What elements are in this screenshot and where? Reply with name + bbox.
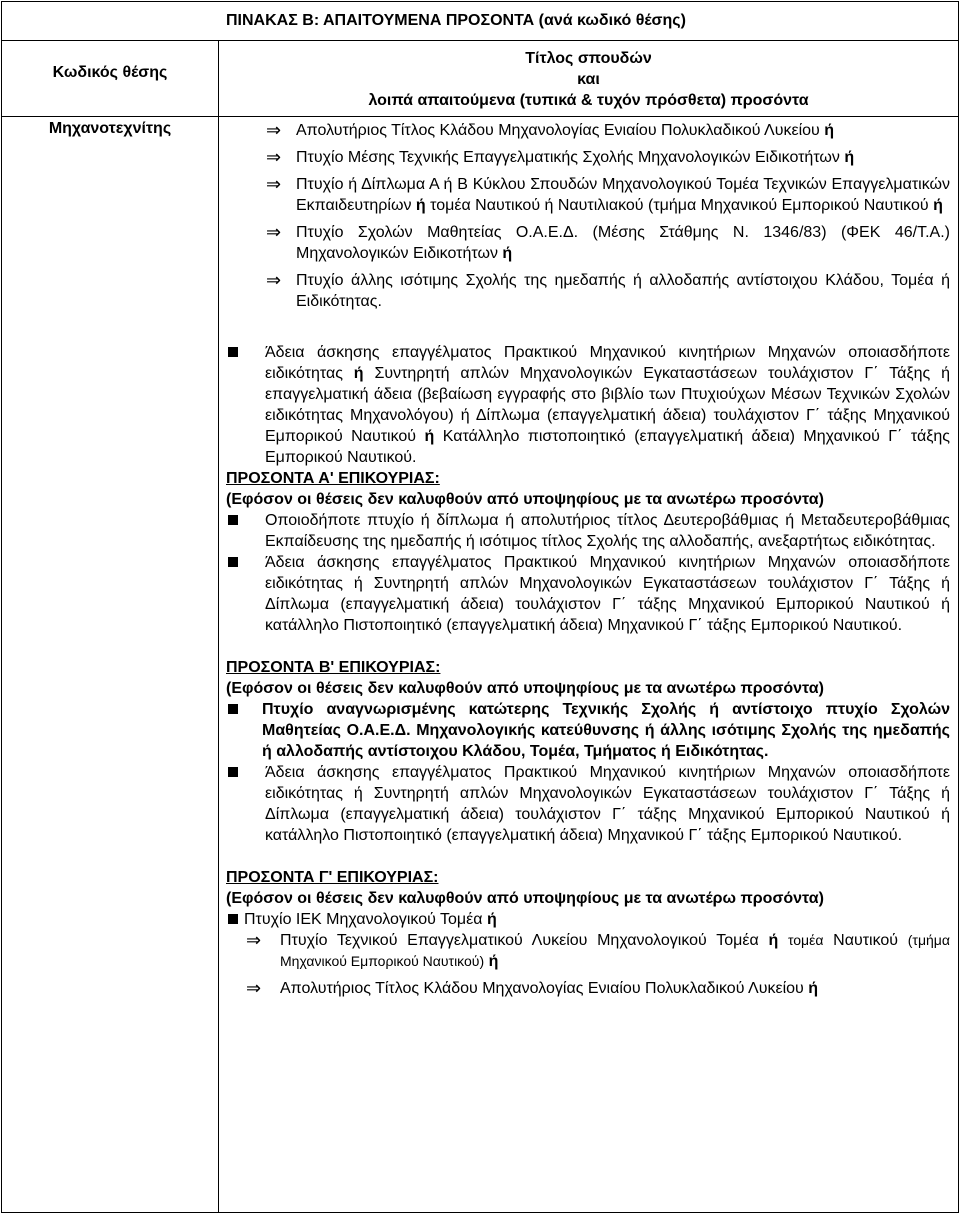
degree-text: Πτυχίο ή Δίπλωμα Α ή Β Κύκλου Σπουδών Μηχανολογικού Τομέα Τεχνικών Επαγγελματικών Εκπαιδευτηρίων — [296, 176, 950, 214]
section-c-subitem-text: Ναυτικού — [833, 932, 899, 949]
qualifications-table — [1, 1, 959, 1213]
header-line-2: και — [577, 71, 600, 88]
square-bullet-icon — [228, 347, 238, 357]
section-c-item — [226, 909, 950, 930]
square-bullet-icon — [228, 914, 238, 924]
license-text: Συντηρητή απλών Μηχανολογικών Εγκαταστάσεων τουλάχιστον Γ΄ Τάξης ή επαγγελματική άδεια (βεβαίωση εγγραφής στο βιβλίο των Πτυχιούχων Μέσων Τεχνικών Σχολών ειδικότητας Μηχανολόγου) ή Δίπλωμα (επαγγελματική άδεια) τουλάχιστον Γ΄ τάξης Μηχανικού Εμπορικού Ναυτικού — [265, 365, 950, 445]
qualifications-content — [226, 120, 950, 1005]
section-b-item-text: Άδεια άσκησης επαγγέλματος Πρακτικού Μηχανικού κινητήριων Μηχανών οποιασδήποτε ειδικότητας ή Συντηρητή απλών Μηχανολογικών Εγκαταστάσεων τουλάχιστον Γ΄ Τάξης ή Δίπλωμα (επαγγελματική άδεια) τουλάχιστον Γ΄ τάξης Μηχανικού Εμπορικού Ναυτικού ή κατάλληλο Πιστοποιητικό (επαγγελματική άδεια) Μηχανικού Γ΄ τάξης Εμπορικού Ναυτικού. — [265, 764, 950, 844]
double-arrow-icon: ⇒ — [246, 978, 262, 998]
header-job-code: Κωδικός θέσης — [52, 64, 168, 81]
degree-text: Πτυχίο Σχολών Μαθητείας Ο.Α.Ε.Δ. (Μέσης Στάθμης Ν. 1346/83) (ΦΕΚ 46/Τ.Α.) Μηχανολογικών Ειδικοτήτων — [296, 224, 950, 262]
section-b-subtitle: (Εφόσον οι θέσεις δεν καλυφθούν από υποψηφίους με τα ανωτέρω προσόντα) — [226, 680, 824, 697]
section-c-or: ή — [768, 932, 779, 949]
section-c-or: ή — [488, 953, 499, 970]
degree-or: ή — [933, 197, 943, 214]
double-arrow-icon: ⇒ — [266, 270, 282, 290]
license-text: Κατάλληλο πιστοποιητικό (επαγγελματική άδεια) Μηχανικού Γ΄ τάξης Εμπορικού Ναυτικού. — [265, 428, 951, 466]
section-b-item — [226, 699, 950, 762]
license-or: ή — [353, 365, 364, 382]
degree-or: ή — [415, 197, 426, 214]
degree-text: Πτυχίο άλλης ισότιμης Σχολής της ημεδαπής ή αλλοδαπής αντίστοιχου Κλάδου, Τομέα ή Ειδικότητας. — [296, 272, 950, 310]
degree-item — [226, 120, 950, 141]
degree-item — [226, 174, 950, 216]
degree-item — [226, 147, 950, 168]
section-c-title: ΠΡΟΣΟΝΤΑ Γ' ΕΠΙΚΟΥΡΙΑΣ: — [226, 869, 439, 886]
table-title-row — [2, 2, 958, 41]
section-c-subitem-text: (τμήμα Μηχανικού Εμπορικού Ναυτικού) — [280, 932, 950, 969]
section-c-item-text: Πτυχίο ΙΕΚ Μηχανολογικού Τομέα — [244, 911, 483, 928]
section-a-item — [226, 552, 950, 636]
license-item — [226, 342, 950, 468]
section-b-item — [226, 762, 950, 846]
degree-text: Πτυχίο Μέσης Τεχνικής Επαγγελματικής Σχολής Μηχανολογικών Ειδικοτήτων — [296, 149, 840, 166]
section-c-or: ή — [486, 911, 497, 928]
job-code: Μηχανοτεχνίτης — [48, 120, 172, 137]
double-arrow-icon: ⇒ — [266, 222, 282, 242]
degree-text: τομέα Ναυτικού ή Ναυτιλιακού (τμήμα Μηχανικού Εμπορικού Ναυτικού — [430, 197, 929, 214]
degree-or: ή — [844, 149, 855, 166]
header-line-1: Τίτλος σπουδών — [525, 50, 652, 67]
section-c-subtitle: (Εφόσον οι θέσεις δεν καλυφθούν από υποψηφίους με τα ανωτέρω προσόντα) — [226, 890, 824, 907]
section-a-item-text: Οποιοδήποτε πτυχίο ή δίπλωμα ή απολυτήριος τίτλος Δευτεροβάθμιας ή Μεταδευτεροβάθμιας Εκπαίδευσης της ημεδαπής ή ισότιμος τίτλος Σχολής της αλλοδαπής, ανεξαρτήτως ειδικότητας. — [265, 512, 950, 550]
section-b-title: ΠΡΟΣΟΝΤΑ Β' ΕΠΙΚΟΥΡΙΑΣ: — [226, 659, 441, 676]
column-divider — [218, 40, 219, 1212]
section-c-subitem-text: Απολυτήριος Τίτλος Κλάδου Μηχανολογίας Ενιαίου Πολυκλαδικού Λυκείου — [280, 980, 804, 997]
section-c-subitem-text: Πτυχίο Τεχνικού Επαγγελματικού Λυκείου Μηχανολογικού Τομέα — [280, 932, 759, 949]
section-c-subitem — [226, 978, 950, 999]
section-a-item — [226, 510, 950, 552]
section-a-item-text: Άδεια άσκησης επαγγέλματος Πρακτικού Μηχανικού κινητήριων Μηχανών οποιασδήποτε ειδικότητας ή Συντηρητή απλών Μηχανολογικών Εγκαταστάσεων τουλάχιστον Γ΄ Τάξης ή Δίπλωμα (επαγγελματική άδεια) τουλάχιστον Γ΄ τάξης Μηχανικού Εμπορικού Ναυτικού ή κατάλληλο Πιστοποιητικό (επαγγελματική άδεια) Μηχανικού Γ΄ τάξης Εμπορικού Ναυτικού. — [265, 554, 950, 634]
double-arrow-icon: ⇒ — [246, 930, 262, 950]
double-arrow-icon: ⇒ — [266, 120, 282, 140]
license-text: Άδεια άσκησης επαγγέλματος Πρακτικού Μηχανικού κινητήριων Μηχανών οποιασδήποτε ειδικότητας — [265, 344, 950, 382]
degree-item — [226, 222, 950, 264]
section-c-or: ή — [808, 980, 819, 997]
section-a-title: ΠΡΟΣΟΝΤΑ Α' ΕΠΙΚΟΥΡΙΑΣ: — [226, 470, 440, 487]
section-a-subtitle: (Εφόσον οι θέσεις δεν καλυφθούν από υποψηφίους με τα ανωτέρω προσόντα) — [226, 491, 824, 508]
section-b-item-text: Πτυχίο αναγνωρισμένης κατώτερης Τεχνικής Σχολής ή αντίστοιχο πτυχίο Σχολών Μαθητείας Ο.Α.Ε.Δ. Μηχανολογικής κατεύθυνσης ή άλλης ισότιμης Σχολής της ημεδαπής ή αλλοδαπής αντίστοιχου Κλάδου, Τομέα, Τμήματος ή Ειδικότητας. — [262, 701, 950, 760]
double-arrow-icon: ⇒ — [266, 174, 282, 194]
square-bullet-icon — [228, 557, 238, 567]
section-c-subitem — [226, 930, 950, 972]
degree-or: ή — [824, 122, 835, 139]
degree-or: ή — [502, 245, 513, 262]
degree-text: Απολυτήριος Τίτλος Κλάδου Μηχανολογίας Ενιαίου Πολυκλαδικού Λυκείου — [296, 122, 820, 139]
section-c-subitem-text: τομέα — [787, 932, 824, 948]
square-bullet-icon — [228, 767, 238, 777]
header-line-3: λοιπά απαιτούμενα (τυπικά & τυχόν πρόσθετα) προσόντα — [368, 92, 809, 109]
degree-item — [226, 270, 950, 312]
license-or: ή — [424, 428, 435, 445]
square-bullet-icon — [228, 704, 238, 714]
header-qualifications — [219, 48, 958, 111]
square-bullet-icon — [228, 515, 238, 525]
table-title: ΠΙΝΑΚΑΣ Β: ΑΠΑΙΤΟΥΜΕΝΑ ΠΡΟΣΟΝΤΑ (ανά κωδικό θέσης) — [226, 12, 686, 29]
double-arrow-icon: ⇒ — [266, 147, 282, 167]
